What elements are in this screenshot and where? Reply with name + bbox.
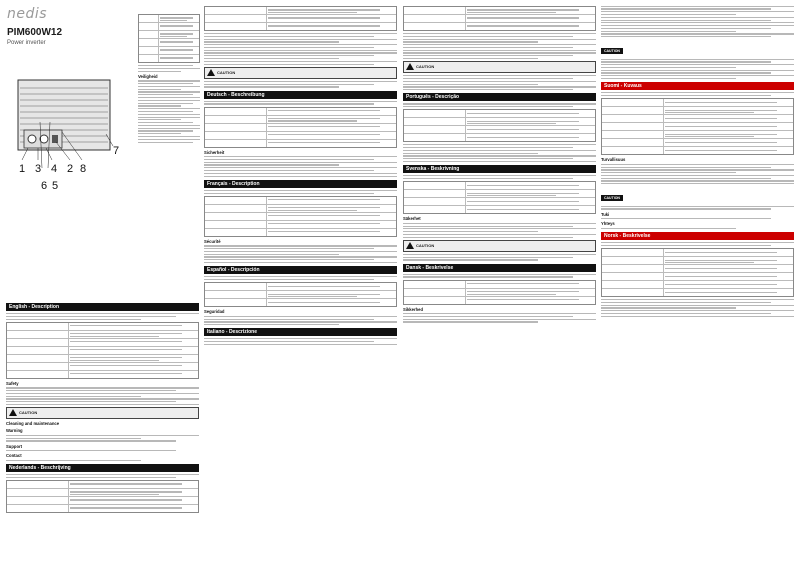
spec-table-no xyxy=(601,248,794,297)
section-french: Français - Description xyxy=(204,180,397,188)
spec-table-es xyxy=(204,282,397,307)
spec-table-pt xyxy=(403,109,596,142)
nedis-logo: nedis xyxy=(7,6,48,22)
spec-table-en xyxy=(6,322,199,379)
section-german: Deutsch - Beschreibung xyxy=(204,91,397,99)
heading-sakerhet: Säkerhet xyxy=(403,216,421,222)
callout-3: 3 xyxy=(35,163,42,175)
column-1 xyxy=(6,300,199,562)
heading-veiligheid: Veiligheid xyxy=(138,73,158,79)
section-english: English - Description xyxy=(6,303,199,311)
column-3: CAUTION Português - Descrição Svenska - Beskrivning Säkerhet CAUTION Dansk - Beskrivelse Sikkerhed xyxy=(403,4,596,564)
heading-securite: Sécurité xyxy=(204,238,221,244)
spec-table-da xyxy=(403,280,596,305)
spec-table xyxy=(138,14,200,63)
heading-turvallisuus: Turvallisuus xyxy=(601,157,626,163)
model-number: PIM600W12 xyxy=(7,27,63,38)
spec-table-de xyxy=(204,107,397,148)
spec-table-de-top xyxy=(204,6,397,31)
heading-tuki: Tuki xyxy=(601,211,610,217)
heading-safety: Safety xyxy=(6,380,19,386)
heading-sikkerhed: Sikkerhed xyxy=(403,306,424,312)
column-1-top-specs xyxy=(138,4,200,294)
section-portuguese: Português - Descrição xyxy=(403,93,596,101)
callout-7: 7 xyxy=(113,145,120,157)
callout-8: 8 xyxy=(80,163,87,175)
section-swedish: Svenska - Beskrivning xyxy=(403,165,596,173)
product-subtitle: Power inverter xyxy=(7,40,46,46)
heading-contact: Contact xyxy=(6,453,22,459)
section-danish: Dansk - Beskrivelse xyxy=(403,264,596,272)
callout-4: 4 xyxy=(51,163,58,175)
heading-cleaning: Cleaning and maintenance xyxy=(6,421,60,427)
heading-sicherheit: Sicherheit xyxy=(204,149,225,155)
column-4 xyxy=(601,4,794,564)
section-finnish: Suomi - Kuvaus xyxy=(601,82,794,90)
column-2: CAUTION Deutsch - Beschreibung Sicherheit Français - Description Sécurité Español - Descripción Seguridad Italiano - Descrizione xyxy=(204,4,397,564)
callout-1: 1 xyxy=(19,163,26,175)
heading-warning: Warning xyxy=(6,428,23,434)
warning-box: CAUTION xyxy=(6,407,199,419)
heading-seguridad: Seguridad xyxy=(204,309,225,315)
section-italian: Italiano - Descrizione xyxy=(204,328,397,336)
heading-support: Support xyxy=(6,443,23,449)
spec-table-fr xyxy=(204,196,397,237)
caution-badge-fi: CAUTION xyxy=(601,195,623,201)
spec-table-sv xyxy=(403,181,596,214)
spec-table-nl xyxy=(6,480,199,513)
inverter-body xyxy=(18,80,110,150)
spec-table-it xyxy=(403,6,596,31)
spec-table-fi xyxy=(601,98,794,155)
heading-yhteys: Yhteys xyxy=(601,221,615,227)
section-norwegian: Norsk - Beskrivelse xyxy=(601,232,794,240)
section-dutch: Nederlands - Beschrijving xyxy=(6,464,199,472)
callout-6: 6 xyxy=(41,180,48,192)
power-inverter-illustration xyxy=(10,62,120,174)
callout-2: 2 xyxy=(67,163,74,175)
section-spanish: Español - Descripción xyxy=(204,266,397,274)
callout-5: 5 xyxy=(52,180,59,192)
caution-badge: CAUTION xyxy=(601,48,623,54)
